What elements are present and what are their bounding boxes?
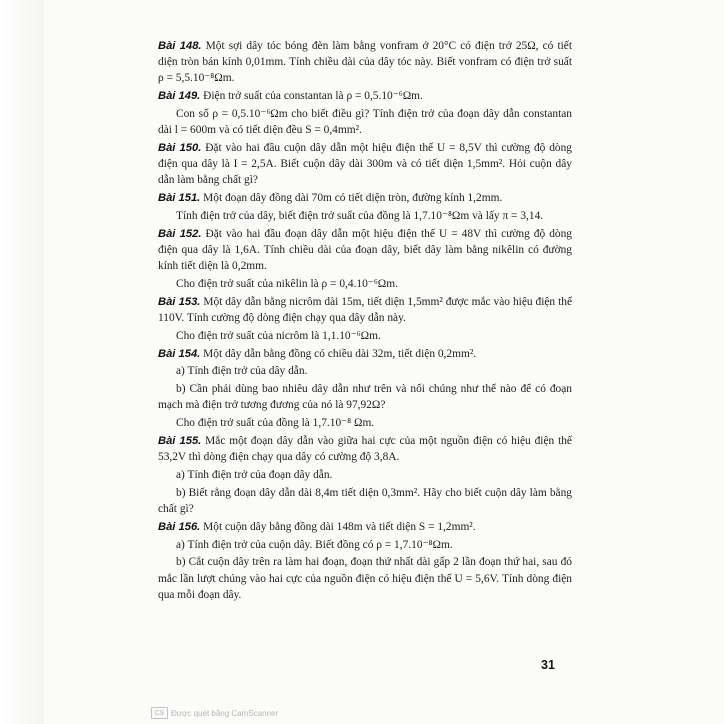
problem-label: Bài 152.	[158, 227, 202, 240]
problem-155	[158, 433, 572, 465]
page-number: 31	[541, 658, 555, 672]
problem-text: Một dây dẫn bằng đồng có chiều dài 32m, tiết diện 0,2mm².	[200, 347, 477, 360]
problem-text: Một cuộn dây bằng đồng dài 148m và tiết diện S = 1,2mm².	[200, 520, 476, 533]
problem-155-part-a: a) Tính điện trở của đoạn dây dẫn.	[176, 468, 333, 481]
watermark-text: Được quét bằng CamScanner	[171, 708, 279, 718]
problem-154-part-a: a) Tính điện trở của dây dẫn.	[176, 365, 308, 378]
problem-label: Bài 155.	[158, 434, 202, 447]
problem-label: Bài 150.	[158, 142, 202, 154]
problem-154	[158, 346, 572, 362]
scanner-watermark	[151, 707, 278, 719]
problem-label: Bài 148.	[158, 40, 202, 52]
problem-151	[158, 190, 572, 206]
problem-149	[158, 88, 572, 104]
problem-text: Điện trở suất của constantan là ρ = 0,5.10⁻⁶Ωm.	[200, 90, 423, 103]
problem-153	[158, 294, 572, 326]
problem-text: Một đoạn dây đồng dài 70m có tiết diện tròn, đường kính 1,2mm.	[200, 192, 503, 205]
problem-152-given: Cho điện trở suất của nikêlin là ρ = 0,4.10⁻⁶Ωm.	[176, 278, 398, 290]
problem-text: Đặt vào hai đầu cuộn dây dẫn một hiệu điện thế U = 8,5V thì cường độ dòng điện qua dây là I = 2,5A. Biết cuộn dây dài 300m và có tiết diện 1,5mm². Hỏi cuộn dây dẫn làm bằng chất gì?	[158, 142, 572, 187]
problem-149-question: Con số ρ = 0,5.10⁻⁶Ωm cho biết điều gì? Tính điện trở của đoạn dây dẫn constantan dài l = 600m và có tiết diện đều S = 0,4mm².	[158, 108, 572, 137]
problem-text: Mắc một đoạn dây dẫn vào giữa hai cực của một nguồn điện có hiệu điện thế 53,2V thì dòng điện chạy qua dây có cường độ 3,8A.	[158, 434, 572, 464]
problem-154-part-b: b) Cần phải dùng bao nhiêu dây dẫn như trên và nối chúng như thế nào để có đoạn mạch mà điện trở tương đương của nó là 97,92Ω?	[158, 383, 572, 412]
problem-list	[158, 38, 572, 605]
problem-156-part-b: b) Cắt cuộn dây trên ra làm hai đoạn, đoạn thứ nhất dài gấp 2 lần đoạn thứ hai, sau đó mắc lần lượt chúng vào hai cực của nguồn điện có hiệu điện thế U = 5,6V. Tính dòng điện qua mỗi đoạn dây.	[158, 556, 572, 601]
problem-152	[158, 226, 572, 275]
problem-label: Bài 149.	[158, 90, 201, 103]
problem-156	[158, 519, 572, 535]
problem-155-part-b: b) Biết rằng đoạn dây dẫn dài 8,4m tiết diện 0,3mm². Hãy cho biết cuộn dây làm bằng chất gì?	[158, 486, 572, 515]
problem-label: Bài 154.	[158, 347, 201, 360]
page-edge-shadow	[0, 0, 44, 724]
problem-label: Bài 153.	[158, 295, 201, 308]
problem-148	[158, 38, 572, 87]
problem-text: Đặt vào hai đầu đoạn dây dẫn một hiệu điện thế U = 48V thì cường độ dòng điện qua dây là 1,6A. Tính chiều dài của đoạn dây, biết dây làm bằng nikêlin có đường kính tiết diện là 0,2mm.	[158, 227, 573, 273]
problem-text: Một dây dẫn bằng nicrôm dài 15m, tiết diện 1,5mm² được mắc vào hiệu điện thế 110V. Tính cường độ dòng điện chạy qua dây dẫn này.	[158, 295, 572, 324]
problem-154-given: Cho điện trở suất của đồng là 1,7.10⁻⁸ Ωm.	[176, 417, 375, 430]
problem-151-question: Tính điện trở của dây, biết điện trở suất của đồng là 1,7.10⁻⁸Ωm và lấy π = 3,14.	[176, 210, 544, 222]
problem-text: Một sợi dây tóc bóng đèn làm bằng vonfram ở 20°C có điện trở 25Ω, có tiết diện tròn bán kính 0,01mm. Tính chiều dài của dây tóc này. Biết vonfram có điện trở suất ρ = 5,5.10⁻⁸Ωm.	[158, 40, 572, 85]
problem-156-part-a: a) Tính điện trở của cuộn dây. Biết đồng có ρ = 1,7.10⁻⁸Ωm.	[176, 538, 453, 551]
problem-label: Bài 156.	[158, 520, 201, 533]
problem-label: Bài 151.	[158, 192, 201, 205]
problem-153-given: Cho điện trở suất của nicrôm là 1,1.10⁻⁶Ωm.	[176, 329, 381, 342]
camscanner-logo-icon: CS	[151, 707, 168, 719]
problem-150	[158, 140, 572, 189]
